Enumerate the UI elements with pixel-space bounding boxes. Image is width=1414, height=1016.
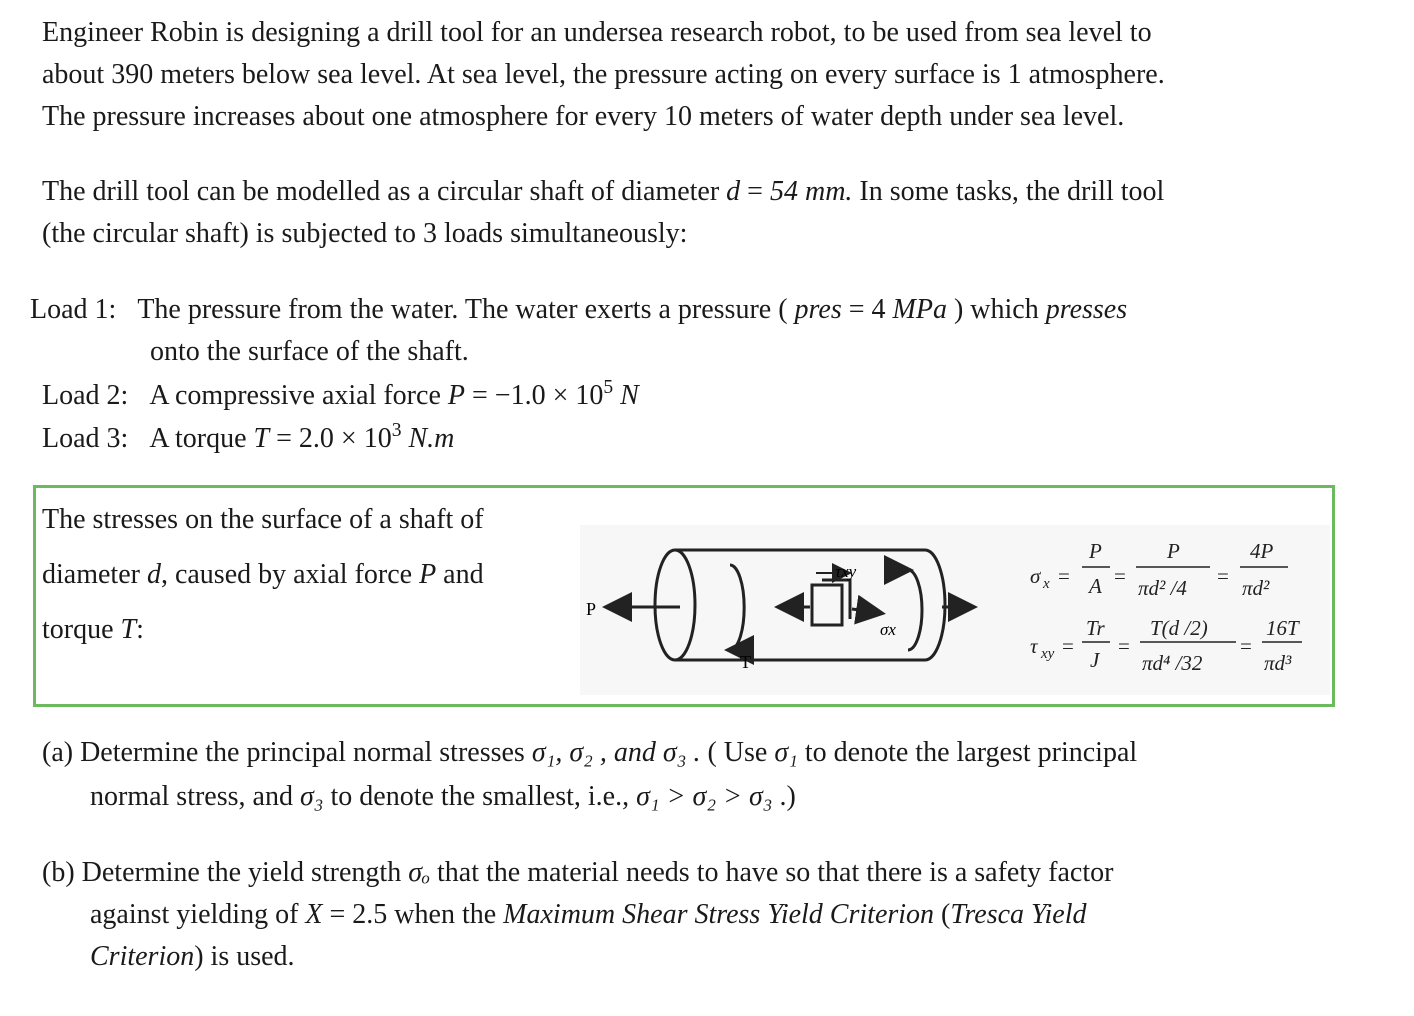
load-1-text: The pressure from the water. The water exerts a pressure ( xyxy=(137,294,795,325)
eq1-lhs-sub: x xyxy=(1043,576,1050,592)
qa2-text-b: to denote the smallest, i.e., xyxy=(323,781,637,812)
eq2-f1-num: Tr xyxy=(1086,616,1105,640)
box-line-3-a: torque xyxy=(42,614,121,645)
qa2-inequality: σ₁ > σ₂ > σ₃ xyxy=(636,781,773,812)
eq2-f1-den: J xyxy=(1090,648,1100,672)
box-line-2 xyxy=(42,547,484,602)
eq2-f2-den: πd⁴ /32 xyxy=(1142,651,1203,675)
model-line-2: (the circular shaft) is subjected to 3 loads simultaneously: xyxy=(42,218,688,249)
qa-sigmas: σ₁, σ₂ , and σ₃ . xyxy=(531,737,701,768)
eq1-f1-num: P xyxy=(1089,539,1102,563)
qa2-text-a: normal stress, and xyxy=(90,781,300,812)
qb2-text-c: ( xyxy=(934,899,951,930)
question-b-line-3 xyxy=(90,936,295,978)
svg-text:=: = xyxy=(1240,634,1252,658)
svg-text:=: = xyxy=(1217,564,1229,588)
qa-text-a: (a) Determine the principal normal stresses xyxy=(42,737,532,768)
load-1-label: Load 1: xyxy=(30,294,117,325)
sigma-x-label: σx xyxy=(880,620,896,639)
sigma-x-arrow-right xyxy=(852,609,880,613)
model-line-1 xyxy=(42,171,1164,213)
intro-line-3: The pressure increases about one atmosphere for every 10 meters of water depth under sea level. xyxy=(42,101,1125,132)
qa2-text-c: .) xyxy=(772,781,796,812)
qb-text-a: (b) Determine the yield strength xyxy=(42,857,409,888)
qa-text-b: ( Use xyxy=(700,737,775,768)
load-3-label: Load 3: xyxy=(42,423,129,454)
intro-paragraph xyxy=(42,12,1165,138)
load-3 xyxy=(42,418,454,460)
question-b-line-2 xyxy=(90,894,1087,936)
load-3-text: A torque xyxy=(149,423,254,454)
intro-line-1: Engineer Robin is designing a drill tool for an undersea research robot, to be used from sea level to xyxy=(42,17,1152,48)
qb2-text-a: against yielding of xyxy=(90,899,306,930)
load-2 xyxy=(42,375,639,417)
intro-line-2: about 390 meters below sea level. At sea level, the pressure acting on every surface is 1 atmosphere. xyxy=(42,59,1165,90)
eq1-f3-num: 4P xyxy=(1250,539,1274,563)
box-line-2-b: , caused by axial force xyxy=(160,559,420,590)
torque-arrow-right xyxy=(908,570,922,650)
sigma-x-equation xyxy=(1030,539,1288,600)
stress-element xyxy=(812,580,850,625)
diameter-value: 54 mm. xyxy=(769,176,853,207)
qb2-tresca: Tresca Yield xyxy=(950,899,1087,930)
T-label: T xyxy=(740,652,751,672)
tau-xy-label: τxy xyxy=(835,562,857,581)
shaft-figure xyxy=(580,525,1330,695)
qb-sigma-o: σₒ xyxy=(408,857,431,888)
qb2-X: X xyxy=(305,899,323,930)
question-a-line-2 xyxy=(90,776,796,818)
load-1-line-2: onto the surface of the shaft. xyxy=(150,336,469,367)
qb2-criterion: Maximum Shear Stress Yield Criterion xyxy=(503,899,935,930)
box-line-2-a: diameter xyxy=(42,559,147,590)
svg-text:=: = xyxy=(1062,634,1074,658)
torque-eq: = 2.0 × 10 xyxy=(269,423,392,454)
torque-arrow-left xyxy=(730,565,744,650)
shaft-diagram xyxy=(580,525,1330,695)
torque-var: T xyxy=(253,423,270,454)
pres-unit: MPa xyxy=(892,294,947,325)
force-exp: 5 xyxy=(603,377,614,399)
eq1-f2-den: πd² /4 xyxy=(1138,576,1187,600)
model-paragraph xyxy=(42,171,1164,255)
box-d-var: d xyxy=(146,559,161,590)
load-1 xyxy=(30,289,1127,331)
P-label: P xyxy=(586,599,597,619)
box-line-3 xyxy=(42,602,484,657)
pres-eq: = 4 xyxy=(841,294,893,325)
eq1-f1-den: A xyxy=(1089,574,1102,598)
load-1-text-b: ) which xyxy=(946,294,1046,325)
question-a-line-1 xyxy=(42,732,1137,774)
model-text-a: The drill tool can be modelled as a circular shaft of diameter xyxy=(42,176,727,207)
eq2-f2-num: T(d /2) xyxy=(1150,616,1208,640)
qb-text-b: that the material needs to have so that there is a safety factor xyxy=(430,857,1114,888)
eq2-f3-den: πd³ xyxy=(1264,651,1292,675)
torque-unit: N.m xyxy=(408,423,455,454)
force-unit: N xyxy=(620,380,639,411)
load-2-text: A compressive axial force xyxy=(149,380,448,411)
box-T-var: T xyxy=(120,614,137,645)
shaft-cylinder xyxy=(655,550,945,660)
force-var: P xyxy=(447,380,465,411)
question-b-line-1 xyxy=(42,852,1113,894)
qb3-criterion: Criterion xyxy=(90,941,195,972)
qa-text-c: to denote the largest principal xyxy=(797,737,1138,768)
load-2-label: Load 2: xyxy=(42,380,129,411)
tau-xy-equation xyxy=(1030,616,1302,675)
eq2-lhs: τ xyxy=(1030,634,1038,658)
force-eq: = −1.0 × 10 xyxy=(464,380,604,411)
presses-word: presses xyxy=(1045,294,1128,325)
eq1-f2-num: P xyxy=(1167,539,1180,563)
pres-var: pres xyxy=(794,294,842,325)
svg-text:=: = xyxy=(1118,634,1130,658)
eq1-lhs: σ xyxy=(1030,564,1041,588)
box-P-var: P xyxy=(419,559,437,590)
qa2-sigma3: σ₃ xyxy=(299,781,324,812)
qa-sigma1: σ₁ xyxy=(774,737,798,768)
model-eq: = xyxy=(740,176,770,207)
box-line-2-c: and xyxy=(436,559,484,590)
svg-text:=: = xyxy=(1114,564,1126,588)
svg-text:=: = xyxy=(1058,564,1070,588)
torque-exp: 3 xyxy=(391,420,402,442)
qb3-text: ) is used. xyxy=(194,941,295,972)
eq1-f3-den: πd² xyxy=(1242,576,1270,600)
diameter-var: d xyxy=(726,176,741,207)
box-line-3-b: : xyxy=(136,614,144,645)
model-text-b: In some tasks, the drill tool xyxy=(852,176,1165,207)
box-line-1: The stresses on the surface of a shaft of xyxy=(42,504,484,535)
eq2-lhs-sub: xy xyxy=(1041,646,1055,662)
box-text xyxy=(42,492,484,657)
eq2-f3-num: 16T xyxy=(1266,616,1299,640)
qb2-text-b: = 2.5 when the xyxy=(322,899,504,930)
